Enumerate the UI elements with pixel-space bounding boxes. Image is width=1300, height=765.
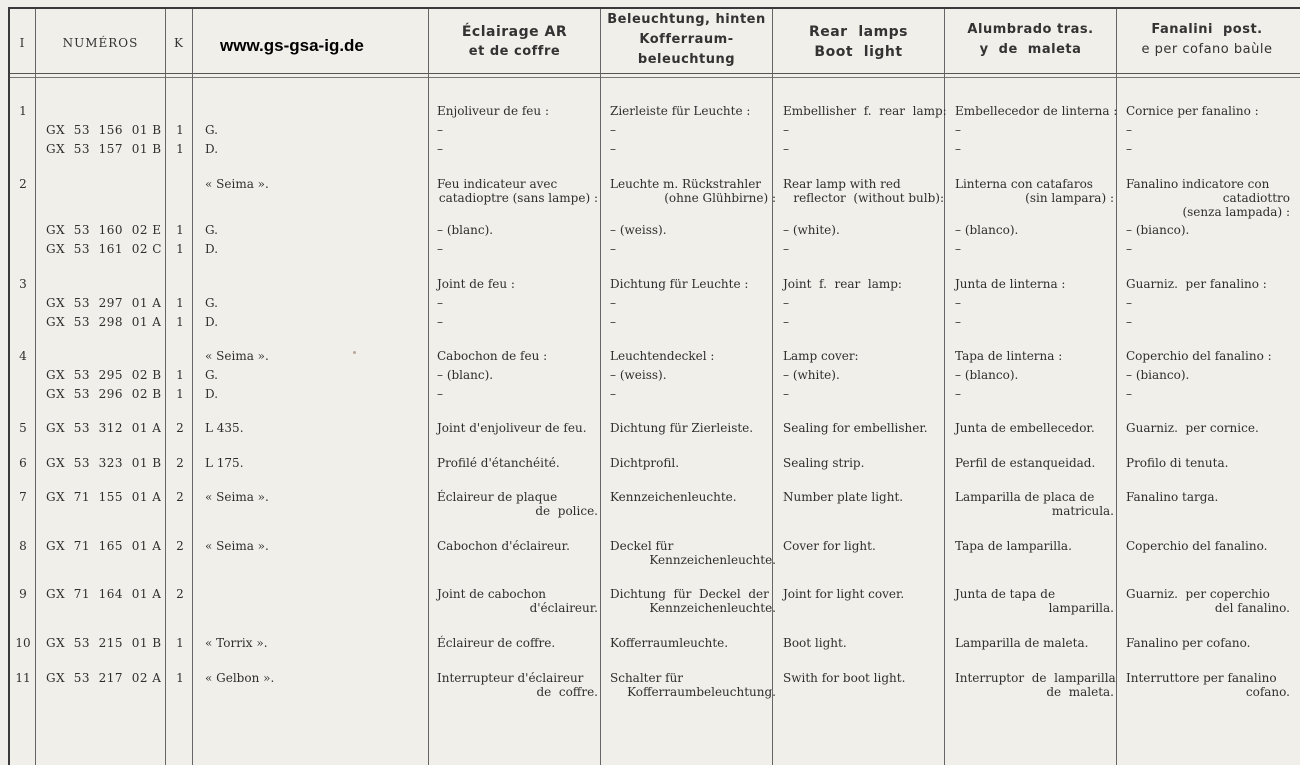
row-index: 11 (15, 671, 31, 685)
description-en: – (white). (783, 223, 840, 237)
reference: L 175. (205, 456, 244, 470)
description-fr: Joint d'enjoliveur de feu. (437, 421, 587, 435)
reference: « Gelbon ». (205, 671, 275, 685)
description-en: reflector (without bulb): (793, 191, 944, 205)
row-index: 6 (19, 456, 27, 470)
description-es: – (955, 387, 961, 401)
reference: D. (205, 142, 219, 156)
header-german-line: Kofferraum- (639, 32, 734, 47)
quantity-k: 1 (176, 636, 184, 650)
reference: G. (205, 123, 218, 137)
part-number: GX 53 160 02 E (46, 223, 162, 237)
quantity-k: 1 (176, 387, 184, 401)
description-de: – (weiss). (610, 223, 667, 237)
description-es: Junta de tapa de (955, 587, 1056, 601)
header-english-line: Rear lamps (808, 24, 909, 40)
description-es: Junta de linterna : (955, 277, 1066, 291)
description-fr: de police. (535, 504, 598, 518)
description-it: catadiottro (1222, 191, 1290, 205)
reference: « Seima ». (205, 539, 269, 553)
part-number: GX 53 296 02 B (46, 387, 162, 401)
description-it: Interruttore per fanalino (1126, 671, 1277, 685)
row-index: 7 (19, 490, 27, 504)
description-de: Dichtung für Deckel der (610, 587, 769, 601)
description-en: – (783, 123, 789, 137)
description-it: Coperchio del fanalino. (1126, 539, 1268, 553)
part-number: GX 53 312 01 A (46, 421, 162, 435)
header-french (429, 22, 600, 62)
description-it: – (1126, 296, 1132, 310)
description-en: Swith for boot light. (783, 671, 906, 685)
description-de: Kennzeichenleuchte. (610, 490, 737, 504)
description-fr: – (437, 296, 443, 310)
description-es: de maleta. (1046, 685, 1114, 699)
description-en: Sealing strip. (783, 456, 865, 470)
description-fr: Interrupteur d'éclaireur (437, 671, 584, 685)
column-divider (944, 9, 945, 765)
description-fr: – (blanc). (437, 368, 494, 382)
part-number: GX 53 323 01 B (46, 456, 162, 470)
part-number: GX 53 161 02 C (46, 242, 162, 256)
quantity-k: 1 (176, 242, 184, 256)
description-de: Leuchtendeckel : (610, 349, 715, 363)
quantity-k: 1 (176, 142, 184, 156)
row-index: 1 (19, 104, 27, 118)
description-de: Kennzeichenleuchte. (649, 553, 776, 567)
quantity-k: 2 (176, 587, 184, 601)
quantity-k: 1 (176, 671, 184, 685)
description-es: Embellecedor de linterna : (955, 104, 1118, 118)
reference: D. (205, 315, 219, 329)
header-english-line: Boot light (814, 44, 903, 60)
description-es: Perfil de estanqueidad. (955, 456, 1096, 470)
description-de: Dichtprofil. (610, 456, 680, 470)
description-es: Linterna con catafaros (955, 177, 1093, 191)
quantity-k: 2 (176, 456, 184, 470)
description-es: – (955, 142, 961, 156)
description-de: Schalter für (610, 671, 684, 685)
description-it: Guarniz. per fanalino : (1126, 277, 1267, 291)
description-es: Junta de embellecedor. (955, 421, 1095, 435)
watermark-url: www.gs-gsa-ig.de (220, 36, 364, 55)
description-de: Dichtung für Leuchte : (610, 277, 749, 291)
reference: « Seima ». (205, 490, 269, 504)
description-de: Kennzeichenleuchte. (649, 601, 776, 615)
description-es: – (blanco). (955, 368, 1019, 382)
column-divider (165, 9, 166, 765)
description-de: – (weiss). (610, 368, 667, 382)
quantity-k: 1 (176, 368, 184, 382)
quantity-k: 1 (176, 123, 184, 137)
description-it: – (1126, 142, 1132, 156)
description-fr: catadioptre (sans lampe) : (438, 191, 598, 205)
reference: « Seima ». (205, 349, 269, 363)
description-de: – (610, 142, 616, 156)
column-divider (192, 9, 193, 765)
header-numeros: NUMÉROS (62, 36, 139, 50)
description-it: Fanalino per cofano. (1126, 636, 1251, 650)
description-en: – (783, 296, 789, 310)
table-left-border (8, 7, 10, 765)
header-k: K (174, 36, 184, 50)
description-en: Embellisher f. rear lamp: (783, 104, 947, 118)
description-it: – (1126, 315, 1132, 329)
header-italian-line: e per cofano baùle (1141, 42, 1273, 57)
description-en: Number plate light. (783, 490, 904, 504)
description-de: Kofferraumleuchte. (610, 636, 729, 650)
column-divider (600, 9, 601, 765)
table-top-border (8, 7, 1300, 9)
description-es: lamparilla. (1048, 601, 1114, 615)
column-divider (428, 9, 429, 765)
header-italian (1117, 20, 1297, 60)
paper-speck (353, 351, 356, 354)
description-es: Interruptor de lamparilla (955, 671, 1116, 685)
description-de: – (610, 315, 616, 329)
quantity-k: 2 (176, 490, 184, 504)
description-fr: – (437, 142, 443, 156)
description-fr: d'éclaireur. (529, 601, 598, 615)
description-fr: Profilé d'étanchéité. (437, 456, 560, 470)
reference: G. (205, 223, 218, 237)
description-en: – (783, 387, 789, 401)
description-it: del fanalino. (1214, 601, 1290, 615)
description-it: Cornice per fanalino : (1126, 104, 1259, 118)
quantity-k: 1 (176, 315, 184, 329)
reference: « Torrix ». (205, 636, 268, 650)
description-it: – (1126, 123, 1132, 137)
description-it: Fanalino indicatore con (1126, 177, 1270, 191)
row-index: 5 (19, 421, 27, 435)
row-index: 10 (15, 636, 31, 650)
description-de: Kofferraumbeleuchtung. (627, 685, 776, 699)
description-fr: Joint de feu : (437, 277, 515, 291)
part-number: GX 71 164 01 A (46, 587, 162, 601)
description-en: Boot light. (783, 636, 847, 650)
description-de: Zierleiste für Leuchte : (610, 104, 751, 118)
description-en: Cover for light. (783, 539, 876, 553)
description-it: Guarniz. per coperchio (1126, 587, 1270, 601)
description-fr: de coffre. (536, 685, 598, 699)
description-fr: Joint de cabochon (437, 587, 547, 601)
part-number: GX 53 215 01 B (46, 636, 162, 650)
header-divider-secondary (10, 77, 1300, 78)
header-german-line: Beleuchtung, hinten (607, 12, 766, 27)
description-fr: – (437, 123, 443, 137)
header-english (773, 22, 944, 62)
part-number: GX 53 298 01 A (46, 315, 162, 329)
description-en: Lamp cover: (783, 349, 859, 363)
row-index: 3 (19, 277, 27, 291)
description-es: – (955, 123, 961, 137)
column-divider (35, 9, 36, 765)
description-en: Joint f. rear lamp: (783, 277, 902, 291)
description-fr: – (437, 315, 443, 329)
description-de: – (610, 123, 616, 137)
description-de: (ohne Glühbirne) : (664, 191, 776, 205)
description-en: – (783, 142, 789, 156)
quantity-k: 1 (176, 223, 184, 237)
description-es: Tapa de linterna : (955, 349, 1063, 363)
header-german (601, 10, 772, 70)
description-es: – (955, 315, 961, 329)
part-number: GX 53 297 01 A (46, 296, 162, 310)
description-it: Profilo di tenuta. (1126, 456, 1229, 470)
reference: D. (205, 242, 219, 256)
reference: D. (205, 387, 219, 401)
description-es: Lamparilla de placa de (955, 490, 1095, 504)
quantity-k: 1 (176, 296, 184, 310)
header-divider (10, 73, 1300, 74)
header-german-line: beleuchtung (637, 52, 736, 67)
column-divider (1116, 9, 1117, 765)
header-spanish-line: y de maleta (979, 42, 1082, 57)
description-it: – (bianco). (1126, 223, 1190, 237)
description-it: cofano. (1245, 685, 1290, 699)
description-es: – (955, 242, 961, 256)
part-number: GX 71 155 01 A (46, 490, 162, 504)
description-it: – (1126, 242, 1132, 256)
header-french-line: et de coffre (468, 44, 561, 59)
part-number: GX 53 295 02 B (46, 368, 162, 382)
description-de: – (610, 296, 616, 310)
description-de: – (610, 242, 616, 256)
reference: G. (205, 368, 218, 382)
description-de: Deckel für (610, 539, 674, 553)
part-number: GX 53 157 01 B (46, 142, 162, 156)
description-fr: Éclaireur de plaque (437, 490, 558, 504)
header-french-line: Éclairage AR (461, 24, 568, 40)
description-it: (senza lampada) : (1182, 205, 1290, 219)
description-de: Dichtung für Zierleiste. (610, 421, 754, 435)
part-number: GX 53 156 01 B (46, 123, 162, 137)
description-fr: Enjoliveur de feu : (437, 104, 549, 118)
description-es: Lamparilla de maleta. (955, 636, 1089, 650)
description-fr: Cabochon de feu : (437, 349, 548, 363)
description-fr: Éclaireur de coffre. (437, 636, 556, 650)
row-index: 9 (19, 587, 27, 601)
column-divider (772, 9, 773, 765)
description-it: – (bianco). (1126, 368, 1190, 382)
description-es: – (blanco). (955, 223, 1019, 237)
description-fr: – (437, 242, 443, 256)
description-en: Joint for light cover. (783, 587, 905, 601)
reference: L 435. (205, 421, 244, 435)
description-es: matricula. (1051, 504, 1114, 518)
quantity-k: 2 (176, 539, 184, 553)
reference: « Seima ». (205, 177, 269, 191)
row-index: 4 (19, 349, 27, 363)
part-number: GX 71 165 01 A (46, 539, 162, 553)
reference: G. (205, 296, 218, 310)
description-fr: Feu indicateur avec (437, 177, 558, 191)
header-spanish (945, 20, 1116, 60)
description-en: – (white). (783, 368, 840, 382)
header-italian-line: Fanalini post. (1151, 22, 1263, 37)
row-index: 8 (19, 539, 27, 553)
description-de: Leuchte m. Rückstrahler (610, 177, 762, 191)
description-fr: Cabochon d'éclaireur. (437, 539, 570, 553)
description-it: – (1126, 387, 1132, 401)
header-spanish-line: Alumbrado tras. (967, 22, 1094, 37)
description-en: Sealing for embellisher. (783, 421, 928, 435)
description-es: Tapa de lamparilla. (955, 539, 1072, 553)
description-fr: – (blanc). (437, 223, 494, 237)
part-number: GX 53 217 02 A (46, 671, 162, 685)
description-en: Rear lamp with red (783, 177, 901, 191)
description-it: Fanalino targa. (1126, 490, 1219, 504)
description-de: – (610, 387, 616, 401)
description-es: (sin lampara) : (1025, 191, 1114, 205)
row-index: 2 (19, 177, 27, 191)
description-es: – (955, 296, 961, 310)
description-it: Guarniz. per cornice. (1126, 421, 1259, 435)
description-it: Coperchio del fanalino : (1126, 349, 1272, 363)
description-fr: – (437, 387, 443, 401)
description-en: – (783, 315, 789, 329)
header-index: I (19, 36, 26, 50)
description-en: – (783, 242, 789, 256)
quantity-k: 2 (176, 421, 184, 435)
